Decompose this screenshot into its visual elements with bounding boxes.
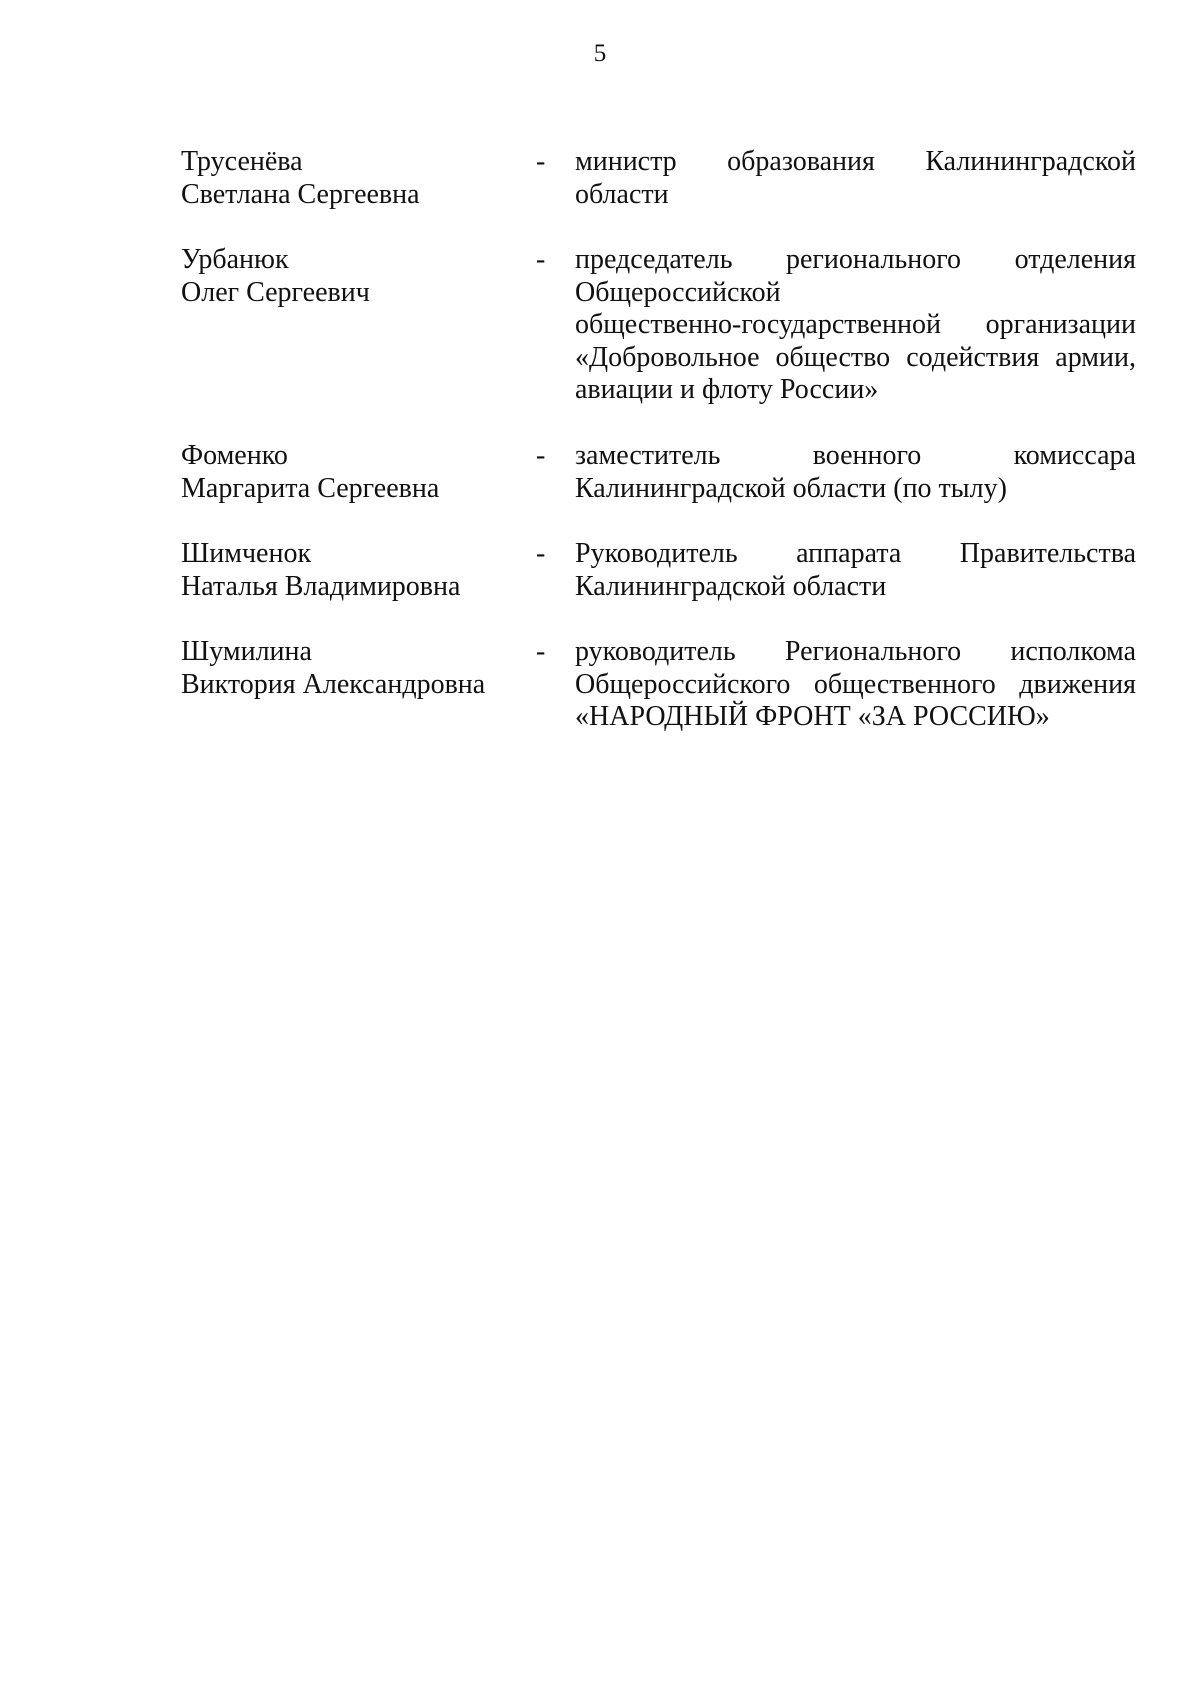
person-name <box>181 440 521 505</box>
position-text <box>575 538 1136 603</box>
person-name <box>181 636 521 701</box>
person-name <box>181 538 521 603</box>
surname: Фоменко <box>181 440 288 471</box>
position-line: руководитель Регионального исполкома <box>575 636 1136 667</box>
given-names: Виктория Александровна <box>181 668 486 700</box>
person-name <box>181 146 521 211</box>
dash-separator: - <box>536 538 546 569</box>
surname: Шимченок <box>181 538 312 569</box>
position-line: министр образования Калининградской <box>575 146 1136 177</box>
position-line: Калининградской области (по тылу) <box>575 472 1007 504</box>
position-line: Калининградской области <box>575 570 887 602</box>
position-text <box>575 440 1136 505</box>
position-text <box>575 146 1136 211</box>
surname: Трусенёва <box>181 146 303 177</box>
dash-separator: - <box>536 146 546 177</box>
position-line: «Добровольное общество содействия армии, <box>575 341 1136 373</box>
given-names: Наталья Владимировна <box>181 570 461 602</box>
page-number: 5 <box>593 40 607 67</box>
position-line: общественно-государственной организации <box>575 309 1136 340</box>
surname: Шумилина <box>181 636 312 667</box>
position-line: Руководитель аппарата Правительства <box>575 538 1136 569</box>
position-text <box>575 244 1136 407</box>
given-names: Олег Сергеевич <box>181 276 370 308</box>
position-line: Общероссийской <box>575 276 781 308</box>
dash-separator: - <box>536 244 546 275</box>
person-name <box>181 244 521 309</box>
position-line: заместитель военного комиссара <box>575 440 1136 471</box>
position-line: «НАРОДНЫЙ ФРОНТ «ЗА РОССИЮ» <box>575 701 1050 732</box>
position-line: Общероссийского общественного движения <box>575 668 1136 700</box>
position-line: области <box>575 178 669 210</box>
dash-separator: - <box>536 440 546 471</box>
position-line: председатель регионального отделения <box>575 244 1136 275</box>
position-line: авиации и флоту России» <box>575 374 879 405</box>
given-names: Светлана Сергеевна <box>181 178 420 210</box>
surname: Урбанюк <box>181 244 289 275</box>
dash-separator: - <box>536 636 546 667</box>
given-names: Маргарита Сергеевна <box>181 472 440 504</box>
position-text <box>575 636 1136 734</box>
